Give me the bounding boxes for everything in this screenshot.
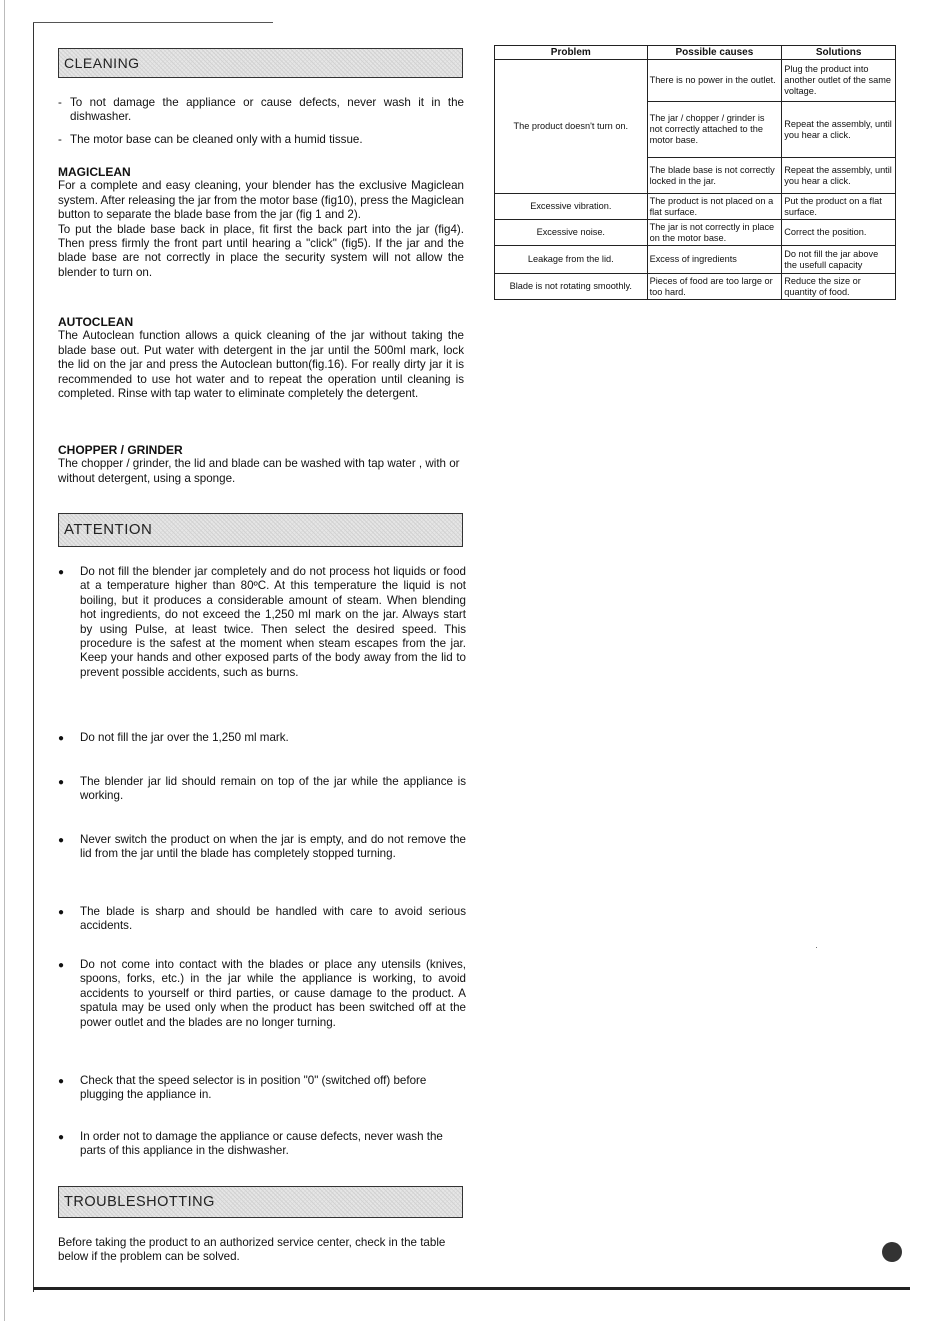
cleaning-title: CLEANING xyxy=(64,55,140,71)
solution-cell: Do not fill the jar above the usefull capacity xyxy=(782,246,896,274)
cause-cell: The blade base is not correctly locked in the jar. xyxy=(647,158,782,194)
table-row xyxy=(495,274,896,300)
problem-cell: Excessive noise. xyxy=(495,220,648,246)
magiclean-paragraph-1: For a complete and easy cleaning, your blender has the exclusive Magiclean system. After releasing the jar from the motor base (fig10), press the Magiclean button to separate the blade base from the jar (fig 1 and 2). xyxy=(58,179,464,222)
troubleshooting-intro-text: Before taking the product to an authorized service center, check in the table below if the problem can be solved. xyxy=(58,1236,446,1264)
list-item: ● Do not come into contact with the blades or place any utensils (knives, spoons, forks, etc.) in the jar while the appliance is working, to avoid accidents to yourself or third parties, or cause damage to the product. A spatula may be used only when the product has been switched off at the power outlet and the blades are no longer turning. xyxy=(58,958,466,1029)
attention-item-1: Do not fill the blender jar completely and do not process hot liquids or food at a temperature higher than 80ºC. At this temperature the liquid is not boiling, but it produces a considerable amount of steam. When blending hot ingredients, do not exceed the 1,250 ml mark on the jar. Always start by using Pulse, at least twice. Then select the desired speed. This procedure is the safest at the moment when steam escapes from the jar. Keep your hands and other exposed parts of the body away from the lid to prevent possible accidents, such as burns. xyxy=(80,565,466,679)
attention-item-5: The blade is sharp and should be handled with care to avoid serious accidents. xyxy=(80,905,466,933)
cause-cell: Excess of ingredients xyxy=(647,246,782,274)
header-problem: Problem xyxy=(495,46,648,60)
chopper-section xyxy=(58,443,464,486)
troubleshooting-intro xyxy=(58,1236,464,1265)
list-item: ● Do not fill the jar over the 1,250 ml mark. xyxy=(58,731,466,746)
list-item: ● The blender jar lid should remain on top of the jar while the appliance is working. xyxy=(58,775,466,803)
problem-cell: The product doesn't turn on. xyxy=(495,60,648,194)
list-item: ● Check that the speed selector is in position "0" (switched off) before plugging the appliance in. xyxy=(58,1074,466,1103)
troubleshooting-table xyxy=(494,45,896,300)
attention-item-8: In order not to damage the appliance or cause defects, never wash the parts of this appliance in the dishwasher. xyxy=(80,1130,443,1158)
scan-speck: · xyxy=(815,942,818,952)
solution-cell: Reduce the size or quantity of food. xyxy=(782,274,896,300)
table-row xyxy=(495,246,896,274)
autoclean-paragraph: The Autoclean function allows a quick cleaning of the jar without taking the blade base out. Put water with detergent in the jar until the 500ml mark, lock the lid on the jar and press the Autoclean button(fig.16). For really dirty jar it is recommended to use hot water and to repeat the operation until cleaning is completed. Rinse with tap water to eliminate completely the detergent. xyxy=(58,329,464,401)
table-row xyxy=(495,194,896,220)
list-item: ● Never switch the product on when the jar is empty, and do not remove the lid from the jar until the blade has completely stopped turning. xyxy=(58,833,466,861)
page-edge-line xyxy=(4,0,5,1321)
cause-cell: The product is not placed on a flat surface. xyxy=(647,194,782,220)
troubleshooting-banner xyxy=(58,1186,463,1218)
table-row xyxy=(495,220,896,246)
solution-cell: Plug the product into another outlet of the same voltage. xyxy=(782,60,896,102)
chopper-title: CHOPPER / GRINDER xyxy=(58,443,183,457)
attention-item-2: Do not fill the jar over the 1,250 ml mark. xyxy=(80,731,289,744)
left-margin-rule xyxy=(33,22,34,1292)
table-header-row xyxy=(495,46,896,60)
attention-title: ATTENTION xyxy=(64,521,153,538)
cleaning-list xyxy=(58,96,464,147)
solution-cell: Repeat the assembly, until you hear a click. xyxy=(782,102,896,158)
header-solutions: Solutions xyxy=(782,46,896,60)
bottom-rule xyxy=(33,1287,910,1290)
top-rule xyxy=(33,22,273,23)
autoclean-section xyxy=(58,315,464,401)
attention-banner xyxy=(58,513,463,547)
list-item: ● The blade is sharp and should be handled with care to avoid serious accidents. xyxy=(58,905,466,933)
attention-item-3: The blender jar lid should remain on top of the jar while the appliance is working. xyxy=(80,775,466,803)
solution-cell: Correct the position. xyxy=(782,220,896,246)
problem-cell: Leakage from the lid. xyxy=(495,246,648,274)
solution-cell: Put the product on a flat surface. xyxy=(782,194,896,220)
magiclean-title: MAGICLEAN xyxy=(58,165,131,179)
cleaning-banner xyxy=(58,48,463,78)
cause-cell: Pieces of food are too large or too hard. xyxy=(647,274,782,300)
list-item: ● In order not to damage the appliance or cause defects, never wash the parts of this appliance in the dishwasher. xyxy=(58,1130,466,1159)
troubleshooting-title: TROUBLESHOTTING xyxy=(64,1194,215,1210)
problem-cell: Blade is not rotating smoothly. xyxy=(495,274,648,300)
list-item: - The motor base can be cleaned only with a humid tissue. xyxy=(58,132,363,146)
list-item: - To not damage the appliance or cause defects, never wash it in the dishwasher. xyxy=(58,96,464,124)
attention-item-4: Never switch the product on when the jar is empty, and do not remove the lid from the jar until the blade has completely stopped turning. xyxy=(80,833,466,861)
cause-cell: There is no power in the outlet. xyxy=(647,60,782,102)
cause-cell: The jar is not correctly in place on the motor base. xyxy=(647,220,782,246)
attention-item-7: Check that the speed selector is in position "0" (switched off) before plugging the appliance in. xyxy=(80,1074,427,1102)
list-item: ● Do not fill the blender jar completely and do not process hot liquids or food at a temperature higher than 80ºC. At this temperature the liquid is not boiling, but it produces a considerable amount of steam. When blending hot ingredients, do not exceed the 1,250 ml mark on the jar. Always start by using Pulse, at least twice. Then select the desired speed. This procedure is the safest at the moment when steam escapes from the jar. Keep your hands and other exposed parts of the body away from the lid to prevent possible accidents, such as burns. xyxy=(58,565,466,679)
attention-item-6: Do not come into contact with the blades or place any utensils (knives, spoons, forks, etc.) in the jar while the appliance is working, to avoid accidents to yourself or third parties, or cause damage to the product. A spatula may be used only when the product has been switched off at the power outlet and the blades are no longer turning. xyxy=(80,958,466,1029)
problem-cell: Excessive vibration. xyxy=(495,194,648,220)
header-causes: Possible causes xyxy=(647,46,782,60)
cleaning-item-1: To not damage the appliance or cause defects, never wash it in the dishwasher. xyxy=(70,96,464,124)
solution-cell: Repeat the assembly, until you hear a click. xyxy=(782,158,896,194)
page-marker-dot xyxy=(882,1242,902,1262)
cause-cell: The jar / chopper / grinder is not correctly attached to the motor base. xyxy=(647,102,782,158)
cleaning-item-2: The motor base can be cleaned only with a humid tissue. xyxy=(70,132,363,146)
magiclean-paragraph-2: To put the blade base back in place, fit first the back part into the jar (fig4). Then press firmly the front part until hearing a "click" (fig5). If the jar and the blade base are not correctly in place the security system will not allow the blender to turn on. xyxy=(58,222,464,279)
chopper-paragraph: The chopper / grinder, the lid and blade can be washed with tap water , with or without detergent, using a sponge. xyxy=(58,457,460,485)
autoclean-title: AUTOCLEAN xyxy=(58,315,134,329)
magiclean-section xyxy=(58,165,464,280)
table-row xyxy=(495,60,896,102)
